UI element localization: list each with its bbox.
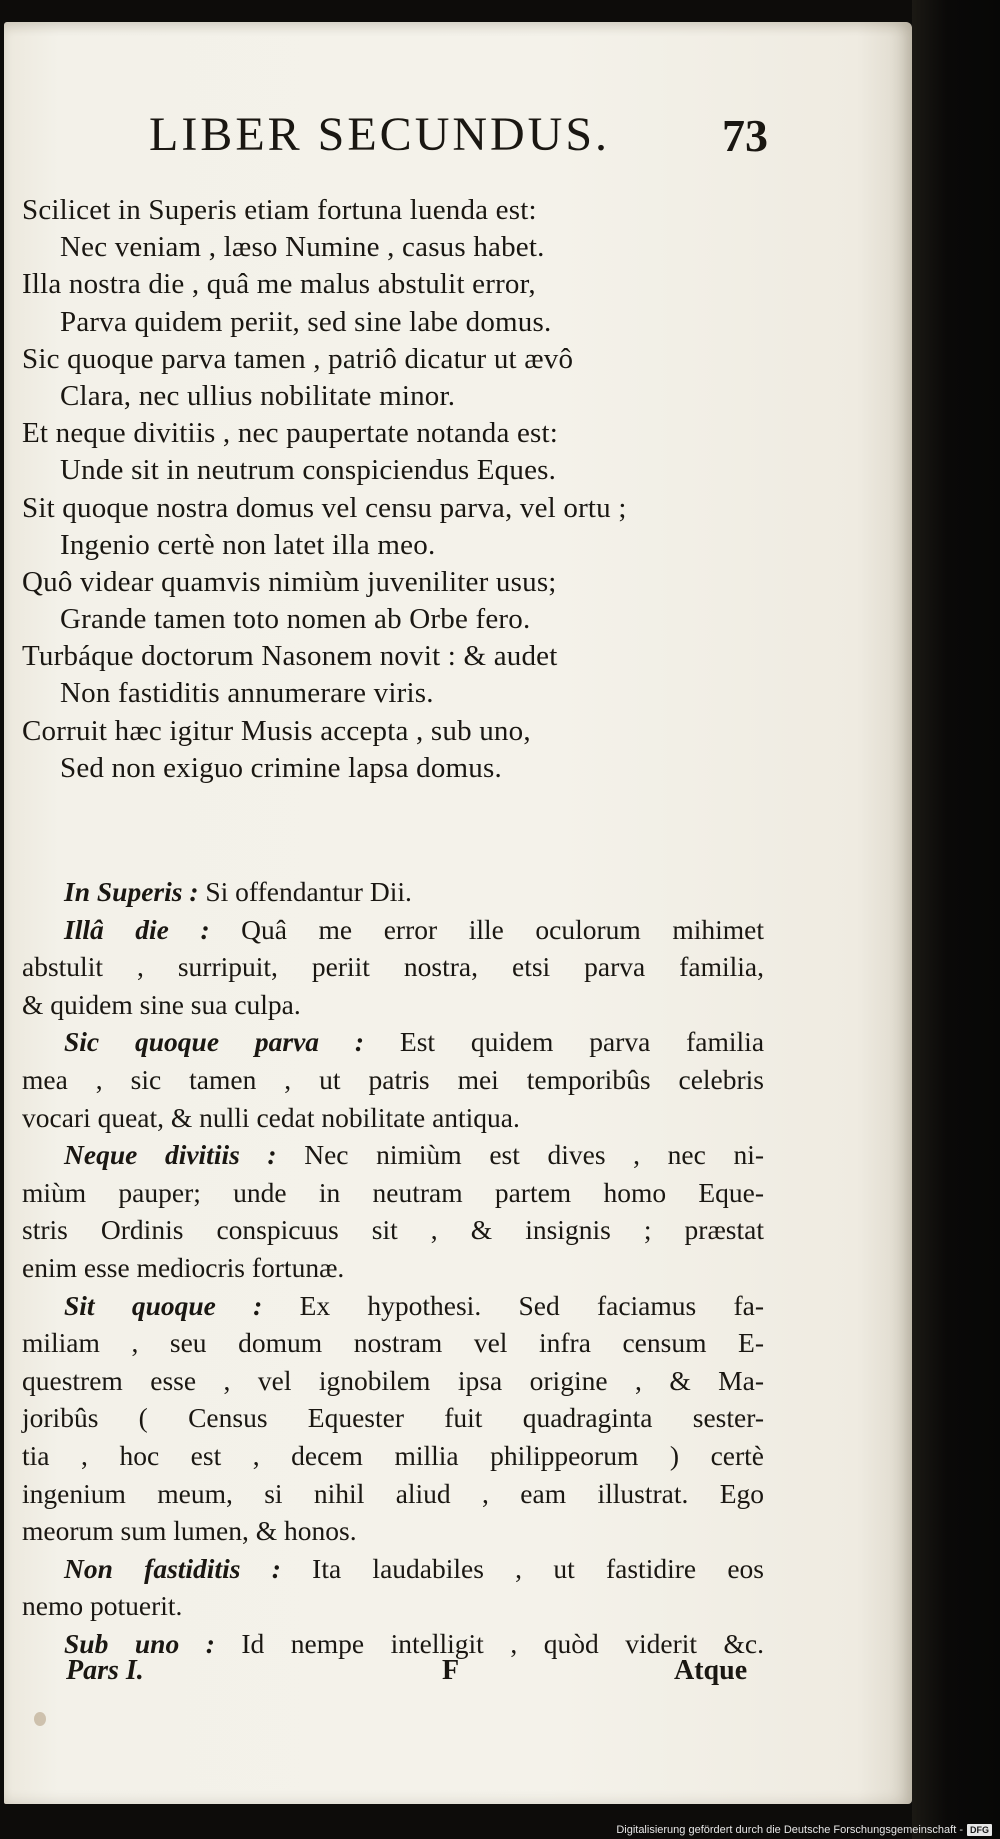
commentary-text: Nec nimiùm est dives , nec ni- bbox=[304, 1139, 765, 1171]
commentary-line bbox=[22, 1512, 764, 1550]
commentary-text: enim esse mediocris fortunæ. bbox=[22, 1251, 345, 1283]
commentary-text: mea , sic tamen , ut patris mei temporibûs celebris bbox=[22, 1063, 764, 1095]
commentary-text: meorum sum lumen, & honos. bbox=[22, 1515, 357, 1547]
commentary-line bbox=[22, 1475, 764, 1513]
verse-line: Clara, nec ullius nobilitate minor. bbox=[60, 379, 456, 412]
commentary-text: Id nempe intelligit , quòd viderit &c. bbox=[241, 1627, 765, 1659]
catchword: Atque bbox=[674, 1655, 748, 1686]
verse-line: Illa nostra die , quâ me malus abstulit error, bbox=[22, 268, 536, 301]
commentary-line bbox=[22, 1362, 764, 1400]
verse-line: Turbáque doctorum Nasonem novit : & audet bbox=[22, 640, 558, 673]
verse-line: Grande tamen toto nomen ab Orbe fero. bbox=[60, 603, 531, 636]
commentary-text: stris Ordinis conspicuus sit , & insignis ; præstat bbox=[22, 1214, 764, 1246]
verse-block bbox=[22, 192, 764, 787]
verse-line: Non fastiditis annumerare viris. bbox=[60, 677, 434, 710]
commentary-text: vocari queat, & nulli cedat nobilitate antiqua. bbox=[22, 1101, 520, 1133]
commentary-text: & quidem sine sua culpa. bbox=[22, 988, 301, 1020]
verse-line: Sit quoque nostra domus vel censu parva, vel ortu ; bbox=[22, 491, 627, 524]
page-footer bbox=[4, 1655, 912, 1695]
commentary-lemma: Sit quoque : bbox=[64, 1289, 263, 1321]
commentary-text: tia , hoc est , decem millia philippeorum ) certè bbox=[22, 1439, 764, 1471]
commentary-text: nemo potuerit. bbox=[22, 1590, 183, 1622]
verse-line: Et neque divitiis , nec paupertate notanda est: bbox=[22, 417, 559, 450]
commentary-line bbox=[22, 1023, 764, 1061]
verse-line: Sed non exiguo crimine lapsa domus. bbox=[60, 751, 502, 784]
running-head: LIBER SECUNDUS. bbox=[149, 108, 611, 161]
verse-line: Nec veniam , læso Numine , casus habet. bbox=[60, 231, 545, 264]
digitization-credit bbox=[616, 1824, 992, 1836]
commentary-line bbox=[22, 986, 764, 1024]
commentary-line bbox=[22, 873, 764, 911]
commentary-text: ingenium meum, si nihil aliud , eam illustrat. Ego bbox=[22, 1477, 764, 1509]
page-header bbox=[4, 107, 912, 167]
commentary-line bbox=[22, 1550, 764, 1588]
commentary-text: Ita laudabiles , ut fastidire eos bbox=[312, 1552, 765, 1584]
dfg-logo: DFG bbox=[967, 1824, 992, 1836]
scan-background bbox=[912, 0, 1000, 1839]
verse-line: Quô videar quamvis nimiùm juveniliter usus; bbox=[22, 565, 557, 598]
commentary-text: miliam , seu domum nostram vel infra censum E- bbox=[22, 1327, 764, 1359]
commentary-line bbox=[22, 1174, 764, 1212]
commentary-line bbox=[22, 1211, 764, 1249]
commentary-lemma: Sub uno : bbox=[64, 1627, 215, 1659]
verse-line: Parva quidem periit, sed sine labe domus. bbox=[60, 305, 552, 338]
commentary-lemma: Neque divitiis : bbox=[64, 1139, 277, 1171]
verse-line: Corruit hæc igitur Musis accepta , sub uno, bbox=[22, 714, 531, 747]
commentary-line bbox=[22, 1249, 764, 1287]
verse-line: Ingenio certè non latet illa meo. bbox=[60, 528, 436, 561]
commentary-line bbox=[22, 1136, 764, 1174]
commentary-lemma: In Superis : bbox=[64, 876, 199, 907]
commentary-line bbox=[22, 1061, 764, 1099]
commentary-text: Est quidem parva familia bbox=[399, 1026, 765, 1058]
commentary-text: Si offendantur Dii. bbox=[205, 876, 412, 907]
commentary-line bbox=[22, 1587, 764, 1625]
commentary-block bbox=[22, 873, 764, 1662]
commentary-text: Quâ me error ille oculorum mihimet bbox=[241, 913, 764, 945]
commentary-text: questrem esse , vel ignobilem ipsa origine , & Ma- bbox=[22, 1364, 764, 1396]
signature-mark: F bbox=[442, 1655, 460, 1686]
commentary-text: abstulit , surripuit, periit nostra, etsi parva familia, bbox=[22, 951, 764, 983]
commentary-line bbox=[22, 1099, 764, 1137]
paper-stain bbox=[34, 1712, 46, 1726]
commentary-lemma: Illâ die : bbox=[64, 913, 210, 945]
commentary-line bbox=[22, 911, 764, 949]
verse-line: Sic quoque parva tamen , patriô dicatur ut ævô bbox=[22, 342, 574, 375]
commentary-lemma: Non fastiditis : bbox=[64, 1552, 281, 1584]
commentary-lemma: Sic quoque parva : bbox=[64, 1026, 365, 1058]
credit-text: Digitalisierung gefördert durch die Deutsche Forschungsgemeinschaft - bbox=[616, 1824, 963, 1836]
commentary-line bbox=[22, 1324, 764, 1362]
book-page bbox=[4, 22, 912, 1804]
verse-line: Unde sit in neutrum conspiciendus Eques. bbox=[60, 454, 557, 487]
commentary-text: miùm pauper; unde in neutram partem homo Eque- bbox=[22, 1176, 764, 1208]
commentary-text: Ex hypothesi. Sed faciamus fa- bbox=[299, 1289, 765, 1321]
commentary-text: joribûs ( Census Equester fuit quadraginta sester- bbox=[22, 1402, 764, 1434]
commentary-line bbox=[22, 1399, 764, 1437]
commentary-line bbox=[22, 1437, 764, 1475]
signature-label: Pars I. bbox=[66, 1655, 144, 1686]
commentary-line bbox=[22, 948, 764, 986]
page-number: 73 bbox=[722, 110, 768, 161]
verse-line: Scilicet in Superis etiam fortuna luenda est: bbox=[22, 194, 537, 226]
commentary-line bbox=[22, 1287, 764, 1325]
